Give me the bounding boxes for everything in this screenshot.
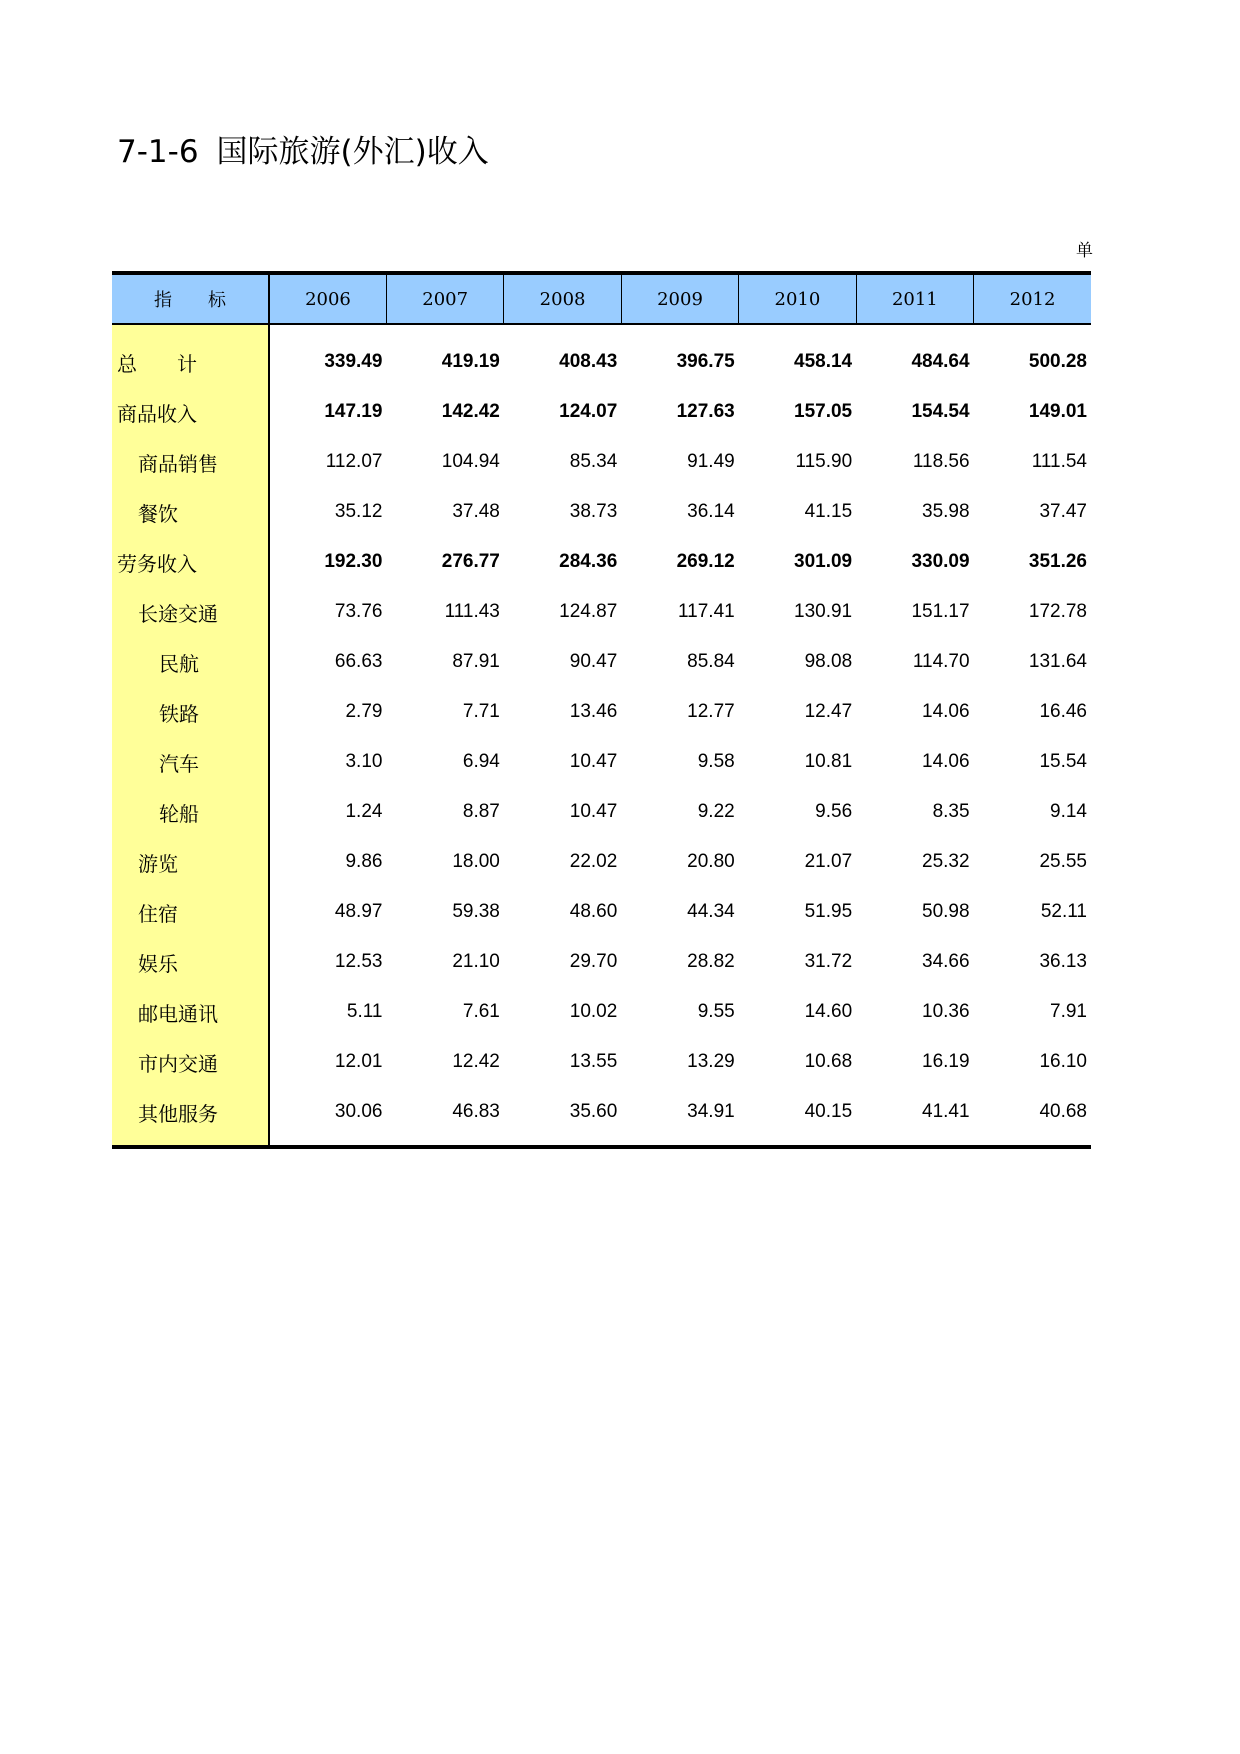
value-cell: 90.47 [569, 651, 618, 672]
value-cell: 36.13 [1039, 951, 1087, 972]
value-cell: 14.06 [922, 751, 970, 772]
tourism-income-table [112, 271, 1091, 1149]
value-cell: 13.46 [569, 701, 618, 722]
table-row [112, 1087, 1091, 1147]
value-cell: 419.19 [441, 351, 500, 372]
value-cell: 8.35 [932, 801, 970, 822]
row-label: 住宿 [112, 887, 269, 937]
value-cell: 10.02 [569, 1001, 618, 1022]
table-title-text: 国际旅游(外汇)收入 [216, 134, 489, 170]
value-cell: 59.38 [452, 901, 500, 922]
value-cell: 104.94 [441, 451, 500, 472]
table-row [112, 837, 1091, 887]
value-cell: 38.73 [569, 501, 618, 522]
value-cell: 142.42 [441, 401, 500, 422]
value-cell: 157.05 [794, 401, 853, 422]
value-cell: 172.78 [1028, 601, 1087, 622]
value-cell: 10.47 [569, 801, 618, 822]
value-cell: 37.47 [1039, 501, 1087, 522]
value-cell: 34.66 [922, 951, 970, 972]
value-cell: 13.55 [569, 1051, 618, 1072]
value-cell: 18.00 [452, 851, 500, 872]
value-cell: 351.26 [1028, 551, 1087, 572]
value-cell: 66.63 [334, 651, 383, 672]
value-cell: 10.68 [804, 1051, 853, 1072]
row-label: 汽车 [112, 737, 269, 787]
table-row [112, 537, 1091, 587]
value-cell: 50.98 [922, 901, 970, 922]
value-cell: 500.28 [1028, 351, 1087, 372]
header-row [112, 273, 1091, 324]
value-cell: 85.84 [687, 651, 735, 672]
table-row [112, 387, 1091, 437]
value-cell: 192.30 [324, 551, 383, 572]
header-year: 2007 [386, 273, 503, 324]
value-cell: 149.01 [1028, 401, 1087, 422]
value-cell: 2.79 [345, 701, 383, 722]
value-cell: 458.14 [794, 351, 853, 372]
table-body [112, 324, 1091, 1147]
value-cell: 330.09 [911, 551, 970, 572]
value-cell: 269.12 [676, 551, 735, 572]
header-year: 2012 [974, 273, 1091, 324]
table-number: 7-1-6 [117, 134, 199, 170]
value-cell: 30.06 [269, 1087, 386, 1147]
row-label: 游览 [112, 837, 269, 887]
row-label: 轮船 [112, 787, 269, 837]
value-cell: 12.77 [687, 701, 735, 722]
value-cell: 111.43 [444, 601, 500, 622]
value-cell: 87.91 [452, 651, 500, 672]
value-cell: 9.14 [1050, 801, 1087, 822]
value-cell: 12.53 [334, 951, 383, 972]
header-year: 2010 [739, 273, 856, 324]
value-cell: 25.32 [922, 851, 970, 872]
value-cell: 52.11 [1040, 901, 1087, 922]
value-cell: 130.91 [794, 601, 853, 622]
header-year: 2011 [856, 273, 973, 324]
value-cell: 91.49 [687, 451, 735, 472]
value-cell: 154.54 [911, 401, 970, 422]
value-cell: 12.47 [804, 701, 853, 722]
value-cell: 31.72 [804, 951, 853, 972]
value-cell: 13.29 [687, 1051, 735, 1072]
row-label: 其他服务 [112, 1087, 269, 1147]
table-row [112, 737, 1091, 787]
value-cell: 16.46 [1039, 701, 1087, 722]
value-cell: 36.14 [687, 501, 735, 522]
value-cell: 35.98 [922, 501, 970, 522]
row-label: 商品收入 [112, 387, 269, 437]
value-cell: 9.22 [697, 801, 735, 822]
value-cell: 1.24 [345, 801, 383, 822]
value-cell: 41.15 [804, 501, 853, 522]
value-cell: 147.19 [324, 401, 383, 422]
value-cell: 44.34 [687, 901, 735, 922]
table-row [112, 987, 1091, 1037]
value-cell: 124.87 [559, 601, 618, 622]
value-cell: 48.97 [334, 901, 383, 922]
value-cell: 16.19 [922, 1051, 970, 1072]
value-cell: 22.02 [569, 851, 618, 872]
header-year: 2008 [504, 273, 621, 324]
value-cell: 25.55 [1039, 851, 1087, 872]
value-cell: 28.82 [687, 951, 735, 972]
header-year: 2006 [269, 273, 386, 324]
value-cell: 29.70 [569, 951, 618, 972]
value-cell: 124.07 [559, 401, 618, 422]
value-cell: 40.68 [974, 1087, 1091, 1147]
value-cell: 9.55 [697, 1001, 735, 1022]
table-row [112, 787, 1091, 837]
value-cell: 9.86 [345, 851, 383, 872]
value-cell: 35.12 [334, 501, 383, 522]
value-cell: 339.49 [324, 351, 383, 372]
value-cell: 14.60 [804, 1001, 853, 1022]
unit-note: 单 [1076, 241, 1093, 261]
row-label: 铁路 [112, 687, 269, 737]
row-label: 民航 [112, 637, 269, 687]
value-cell: 16.10 [1039, 1051, 1087, 1072]
value-cell: 41.41 [856, 1087, 973, 1147]
row-label: 劳务收入 [112, 537, 269, 587]
value-cell: 484.64 [911, 351, 970, 372]
value-cell: 5.11 [346, 1001, 383, 1022]
table-row [112, 637, 1091, 687]
page-title [117, 126, 489, 171]
value-cell: 111.54 [1031, 451, 1087, 472]
value-cell: 48.60 [569, 901, 618, 922]
value-cell: 37.48 [452, 501, 500, 522]
table-row [112, 1037, 1091, 1087]
value-cell: 73.76 [334, 601, 383, 622]
value-cell: 35.60 [504, 1087, 621, 1147]
value-cell: 115.90 [795, 451, 853, 472]
value-cell: 151.17 [911, 601, 970, 622]
value-cell: 131.64 [1028, 651, 1087, 672]
value-cell: 12.01 [334, 1051, 383, 1072]
value-cell: 98.08 [804, 651, 853, 672]
row-label: 长途交通 [112, 587, 269, 637]
value-cell: 20.80 [687, 851, 735, 872]
value-cell: 10.47 [569, 751, 618, 772]
value-cell: 12.42 [452, 1051, 500, 1072]
value-cell: 276.77 [441, 551, 500, 572]
table-row [112, 587, 1091, 637]
value-cell: 10.81 [804, 751, 853, 772]
table-row [112, 487, 1091, 537]
value-cell: 7.91 [1050, 1001, 1087, 1022]
value-cell: 21.07 [804, 851, 853, 872]
row-label: 总 计 [112, 324, 269, 387]
table-row [112, 324, 1091, 387]
value-cell: 114.70 [912, 651, 970, 672]
value-cell: 396.75 [676, 351, 735, 372]
table-row [112, 687, 1091, 737]
table-row [112, 887, 1091, 937]
value-cell: 14.06 [922, 701, 970, 722]
value-cell: 85.34 [569, 451, 618, 472]
value-cell: 7.61 [462, 1001, 500, 1022]
value-cell: 301.09 [794, 551, 853, 572]
value-cell: 8.87 [462, 801, 500, 822]
value-cell: 284.36 [559, 551, 618, 572]
header-indicator: 指 标 [112, 273, 269, 324]
table-row [112, 437, 1091, 487]
value-cell: 118.56 [912, 451, 970, 472]
value-cell: 21.10 [452, 951, 500, 972]
header-year: 2009 [621, 273, 738, 324]
value-cell: 3.10 [345, 751, 383, 772]
value-cell: 6.94 [462, 751, 500, 772]
value-cell: 40.15 [739, 1087, 856, 1147]
table-row [112, 937, 1091, 987]
value-cell: 9.58 [697, 751, 735, 772]
value-cell: 408.43 [559, 351, 618, 372]
value-cell: 117.41 [678, 601, 735, 622]
value-cell: 15.54 [1039, 751, 1087, 772]
value-cell: 10.36 [922, 1001, 970, 1022]
row-label: 娱乐 [112, 937, 269, 987]
value-cell: 46.83 [386, 1087, 503, 1147]
row-label: 商品销售 [112, 437, 269, 487]
row-label: 邮电通讯 [112, 987, 269, 1037]
row-label: 市内交通 [112, 1037, 269, 1087]
value-cell: 127.63 [676, 401, 735, 422]
value-cell: 9.56 [815, 801, 853, 822]
value-cell: 34.91 [621, 1087, 738, 1147]
value-cell: 112.07 [325, 451, 383, 472]
value-cell: 51.95 [804, 901, 853, 922]
value-cell: 7.71 [462, 701, 500, 722]
row-label: 餐饮 [112, 487, 269, 537]
